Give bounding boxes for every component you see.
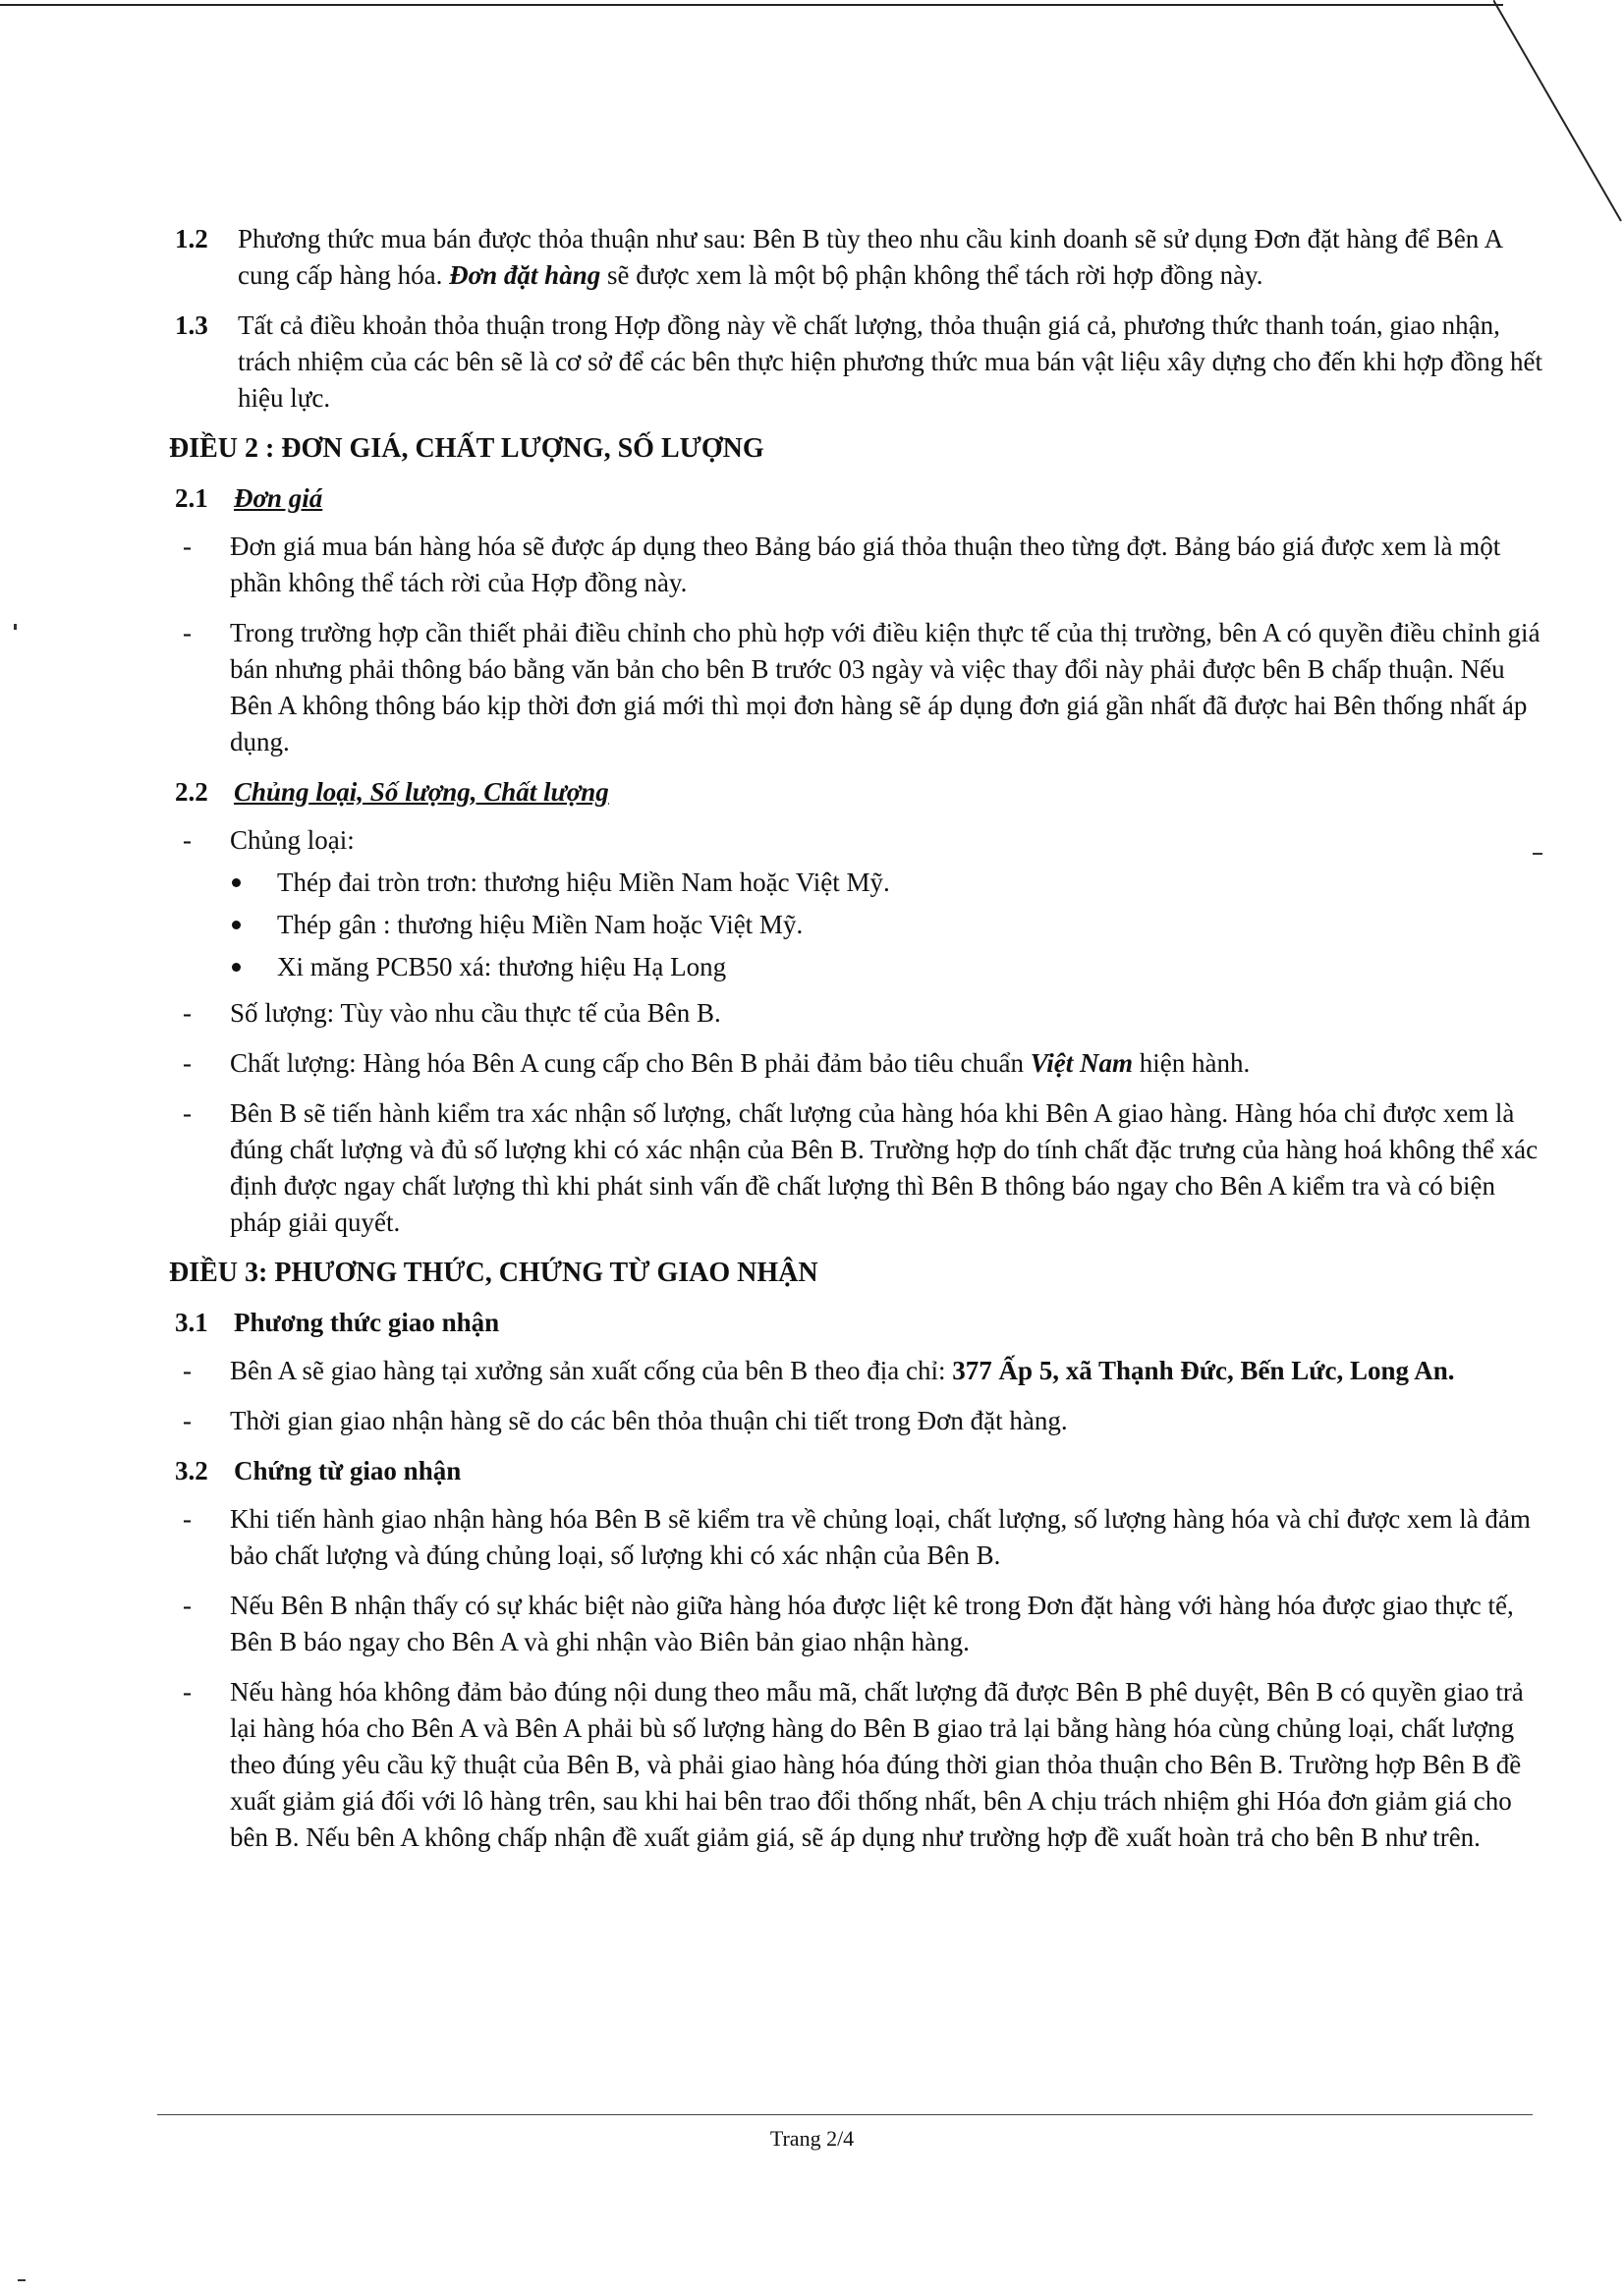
bullet-item — [167, 907, 1552, 943]
scan-edge-line — [1493, 0, 1624, 236]
bullet-text: Xi măng PCB50 xá: thương hiệu Hạ Long — [277, 952, 727, 981]
section-label: Phương thức giao nhận — [234, 1308, 500, 1337]
list-item-text: Số lượng: Tùy vào nhu cầu thực tế của Bên B. — [230, 998, 721, 1028]
clause-text: Phương thức mua bán được thỏa thuận như sau: Bên B tùy theo nhu cầu kinh doanh sẽ sử dụng Đơn đặt hàng để Bên A cung cấp hàng hóa. — [238, 224, 1502, 290]
section-number: 2.2 — [175, 777, 208, 807]
clause-number: 1.2 — [175, 224, 208, 253]
dash-marker: - — [183, 1098, 192, 1128]
list-item — [167, 1501, 1552, 1574]
section-2-1-heading — [167, 480, 1552, 517]
list-item-text: Trong trường hợp cần thiết phải điều chỉnh cho phù hợp với điều kiện thực tế của thị trường, bên A có quyền điều chỉnh giá bán nhưng phải thông báo bằng văn bản cho bên B trước 03 ngày và việc thay đổi này phải được bên B chấp thuận. Nếu Bên A không thông báo kịp thời đơn giá mới thì mọi đơn hàng sẽ áp dụng đơn giá gần nhất đã được hai Bên thống nhất áp dụng. — [230, 618, 1540, 756]
clause-emphasis: Đơn đặt hàng — [449, 260, 601, 290]
section-3-2-heading — [167, 1453, 1552, 1489]
list-item — [167, 1674, 1552, 1856]
dash-marker: - — [183, 1356, 192, 1385]
dash-marker: - — [183, 1591, 192, 1620]
list-item — [167, 1403, 1552, 1439]
list-item-text: Bên B sẽ tiến hành kiểm tra xác nhận số lượng, chất lượng của hàng hóa khi Bên A giao hàng. Hàng hóa chỉ được xem là đúng chất lượng và đủ số lượng khi có xác nhận của Bên B. Trường hợp do tính chất đặc trưng của hàng hoá không thể xác định được ngay chất lượng thì khi phát sinh vấn đề chất lượng thì Bên B thông báo ngay cho Bên A kiểm tra và có biện pháp giải quyết. — [230, 1098, 1539, 1237]
clause-number: 1.3 — [175, 310, 208, 340]
bullet-dot — [232, 921, 241, 929]
section-number: 2.1 — [175, 483, 208, 513]
bullet-item — [167, 949, 1552, 985]
dash-marker: - — [183, 1048, 192, 1078]
page-number: Trang 2/4 — [769, 2126, 855, 2151]
list-item — [167, 1588, 1552, 1660]
list-item-text: Nếu Bên B nhận thấy có sự khác biệt nào giữa hàng hóa được liệt kê trong Đơn đặt hàng với hàng hóa được giao thực tế, Bên B báo ngay cho Bên A và ghi nhận vào Biên bản giao nhận hàng. — [230, 1591, 1514, 1656]
article-2-heading: ĐIỀU 2 : ĐƠN GIÁ, CHẤT LƯỢNG, SỐ LƯỢNG — [169, 433, 764, 464]
list-item-text: hiện hành. — [1133, 1048, 1251, 1078]
delivery-address: 377 Ấp 5, xã Thạnh Đức, Bến Lức, Long An. — [952, 1356, 1455, 1385]
section-3-1-heading — [167, 1305, 1552, 1341]
list-item — [167, 1095, 1552, 1241]
list-item-text: Chất lượng: Hàng hóa Bên A cung cấp cho Bên B phải đảm bảo tiêu chuẩn — [230, 1048, 1031, 1078]
section-label: Chủng loại, Số lượng, Chất lượng — [234, 777, 609, 807]
bullet-text: Thép gân : thương hiệu Miền Nam hoặc Việt Mỹ. — [277, 910, 804, 939]
clause-1-2 — [167, 221, 1552, 294]
list-item — [167, 822, 1552, 859]
list-item-text: Nếu hàng hóa không đảm bảo đúng nội dung theo mẫu mã, chất lượng đã được Bên B phê duyệt, Bên B có quyền giao trả lại hàng hóa cho Bên A và Bên A phải bù số lượng hàng do Bên B giao trả lại bằng hàng hóa cùng chủng loại, chất lượng theo đúng yêu cầu kỹ thuật của Bên B, và phải giao hàng hóa đúng thời gian thỏa thuận cho Bên B. Trường hợp Bên B đề xuất giảm giá đối với lô hàng trên, sau khi hai bên trao đổi thống nhất, bên A chịu trách nhiệm ghi Hóa đơn giảm giá cho bên B. Nếu bên A không chấp nhận đề xuất giảm giá, sẽ áp dụng như trường hợp đề xuất hoàn trả cho bên B như trên. — [230, 1677, 1524, 1852]
product-bullet-list — [167, 865, 1552, 985]
dash-marker: - — [183, 618, 192, 647]
list-item-text: Chủng loại: — [230, 825, 355, 855]
dash-marker: - — [183, 532, 192, 561]
list-item — [167, 1045, 1552, 1082]
section-label: Đơn giá — [234, 483, 323, 513]
bullet-dot — [232, 963, 241, 972]
bullet-dot — [232, 878, 241, 887]
list-item-text: Bên A sẽ giao hàng tại xưởng sản xuất cống của bên B theo địa chỉ: — [230, 1356, 953, 1385]
bullet-item — [167, 865, 1552, 901]
section-number: 3.1 — [175, 1308, 208, 1337]
section-label: Chứng từ giao nhận — [234, 1456, 462, 1485]
list-item-emphasis: Việt Nam — [1030, 1048, 1133, 1078]
top-rule — [0, 4, 1503, 6]
footer-rule — [157, 2114, 1533, 2115]
dash-marker: - — [183, 998, 192, 1028]
list-item — [167, 615, 1552, 760]
document-body — [167, 221, 1552, 1870]
clause-text: Tất cả điều khoản thỏa thuận trong Hợp đồng này về chất lượng, thỏa thuận giá cả, phương thức thanh toán, giao nhận, trách nhiệm của các bên sẽ là cơ sở để các bên thực hiện phương thức mua bán vật liệu xây dựng cho đến khi hợp đồng hết hiệu lực. — [238, 310, 1542, 413]
article-3-heading: ĐIỀU 3: PHƯƠNG THỨC, CHỨNG TỪ GIAO NHẬN — [169, 1258, 818, 1288]
dash-marker: - — [183, 1677, 192, 1707]
scan-speck — [14, 624, 17, 630]
list-item — [167, 529, 1552, 601]
list-item-text: Thời gian giao nhận hàng sẽ do các bên thỏa thuận chi tiết trong Đơn đặt hàng. — [230, 1406, 1068, 1435]
dash-marker: - — [183, 1406, 192, 1435]
section-number: 3.2 — [175, 1456, 208, 1485]
section-2-2-heading — [167, 774, 1552, 811]
dash-marker: - — [183, 1504, 192, 1534]
list-item — [167, 1353, 1552, 1389]
dash-marker: - — [183, 825, 192, 855]
clause-1-3 — [167, 308, 1552, 417]
scan-speck — [18, 2279, 26, 2281]
list-item-text: Khi tiến hành giao nhận hàng hóa Bên B sẽ kiểm tra về chủng loại, chất lượng, số lượng hàng hóa và chỉ được xem là đảm bảo chất lượng và đúng chủng loại, số lượng khi có xác nhận của Bên B. — [230, 1504, 1531, 1570]
bullet-text: Thép đai tròn trơn: thương hiệu Miền Nam hoặc Việt Mỹ. — [277, 868, 890, 897]
list-item — [167, 995, 1552, 1032]
clause-text: sẽ được xem là một bộ phận không thể tách rời hợp đồng này. — [600, 260, 1263, 290]
list-item-text: Đơn giá mua bán hàng hóa sẽ được áp dụng theo Bảng báo giá thỏa thuận theo từng đợt. Bảng báo giá được xem là một phần không thể tách rời của Hợp đồng này. — [230, 532, 1501, 597]
